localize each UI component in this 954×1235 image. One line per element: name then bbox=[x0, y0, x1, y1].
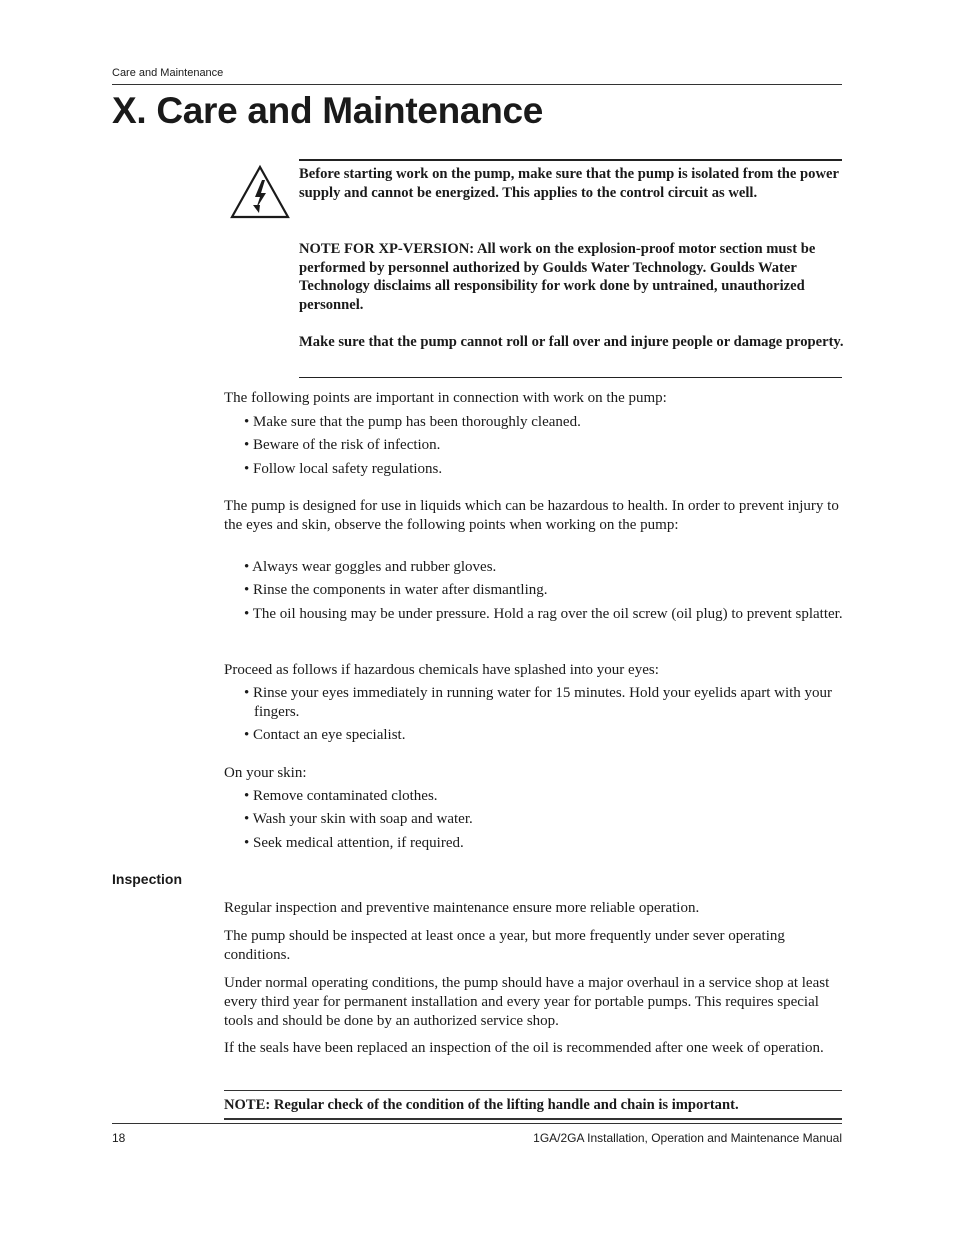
manual-title: 1GA/2GA Installation, Operation and Maintenance Manual bbox=[533, 1131, 842, 1145]
note-bottom-rule bbox=[224, 1118, 842, 1120]
health-paragraph: The pump is designed for use in liquids which can be hazardous to health. In order to prevent injury to the eyes and skin, observe the following points when working on the pump: bbox=[224, 498, 839, 533]
list-item: • The oil housing may be under pressure. Hold a rag over the oil screw (oil plug) to prevent splatter. bbox=[244, 606, 843, 622]
note-top-rule bbox=[224, 1090, 842, 1091]
header-rule bbox=[112, 84, 842, 85]
skin-paragraph: On your skin: bbox=[224, 765, 307, 781]
list-item: • Rinse your eyes immediately in running water for 15 minutes. Hold your eyelids apart with your fingers. bbox=[244, 685, 833, 720]
section-heading-inspection: Inspection bbox=[112, 871, 183, 887]
intro-paragraph: The following points are important in connection with work on the pump: bbox=[224, 390, 667, 406]
list-item: • Rinse the components in water after dismantling. bbox=[244, 582, 548, 598]
list-item: • Contact an eye specialist. bbox=[244, 727, 406, 743]
eyes-paragraph: Proceed as follows if hazardous chemicals have splashed into your eyes: bbox=[224, 662, 659, 678]
list-item: • Beware of the risk of infection. bbox=[244, 437, 441, 453]
electrical-hazard-warning-icon bbox=[229, 164, 291, 220]
warning-roll-text: Make sure that the pump cannot roll or fall over and injure people or damage property. bbox=[299, 334, 844, 350]
footer-rule bbox=[112, 1123, 842, 1124]
list-item: • Seek medical attention, if required. bbox=[244, 835, 464, 851]
list-item: • Remove contaminated clothes. bbox=[244, 788, 438, 804]
inspection-paragraph: If the seals have been replaced an inspection of the oil is recommended after one week of operation. bbox=[224, 1040, 824, 1056]
page-number: 18 bbox=[112, 1131, 126, 1145]
list-item: • Wash your skin with soap and water. bbox=[244, 811, 473, 827]
inspection-note: NOTE: Regular check of the condition of the lifting handle and chain is important. bbox=[224, 1097, 739, 1113]
list-item: • Make sure that the pump has been thoroughly cleaned. bbox=[244, 414, 581, 430]
warning-xp-note-text: NOTE FOR XP-VERSION: All work on the explosion-proof motor section must be performed by personnel authorized by Goulds Water Technology. Goulds Water Technology disclaims all responsibility for work done by untrained, unauthorized personnel. bbox=[299, 241, 816, 314]
inspection-paragraph: Regular inspection and preventive maintenance ensure more reliable operation. bbox=[224, 900, 700, 916]
warning-isolation-text: Before starting work on the pump, make sure that the pump is isolated from the power supply and cannot be energized. This applies to the control circuit as well. bbox=[299, 166, 839, 201]
inspection-paragraph: Under normal operating conditions, the pump should have a major overhaul in a service shop at least every third year for permanent installation and every year for portable pumps. This requires special tools and should be done by an authorized service shop. bbox=[224, 975, 830, 1029]
list-item: • Always wear goggles and rubber gloves. bbox=[244, 559, 497, 575]
running-header: Care and Maintenance bbox=[112, 67, 224, 79]
page-title: X. Care and Maintenance bbox=[112, 90, 544, 131]
list-item: • Follow local safety regulations. bbox=[244, 461, 443, 477]
inspection-paragraph: The pump should be inspected at least once a year, but more frequently under sever operating conditions. bbox=[224, 928, 785, 963]
